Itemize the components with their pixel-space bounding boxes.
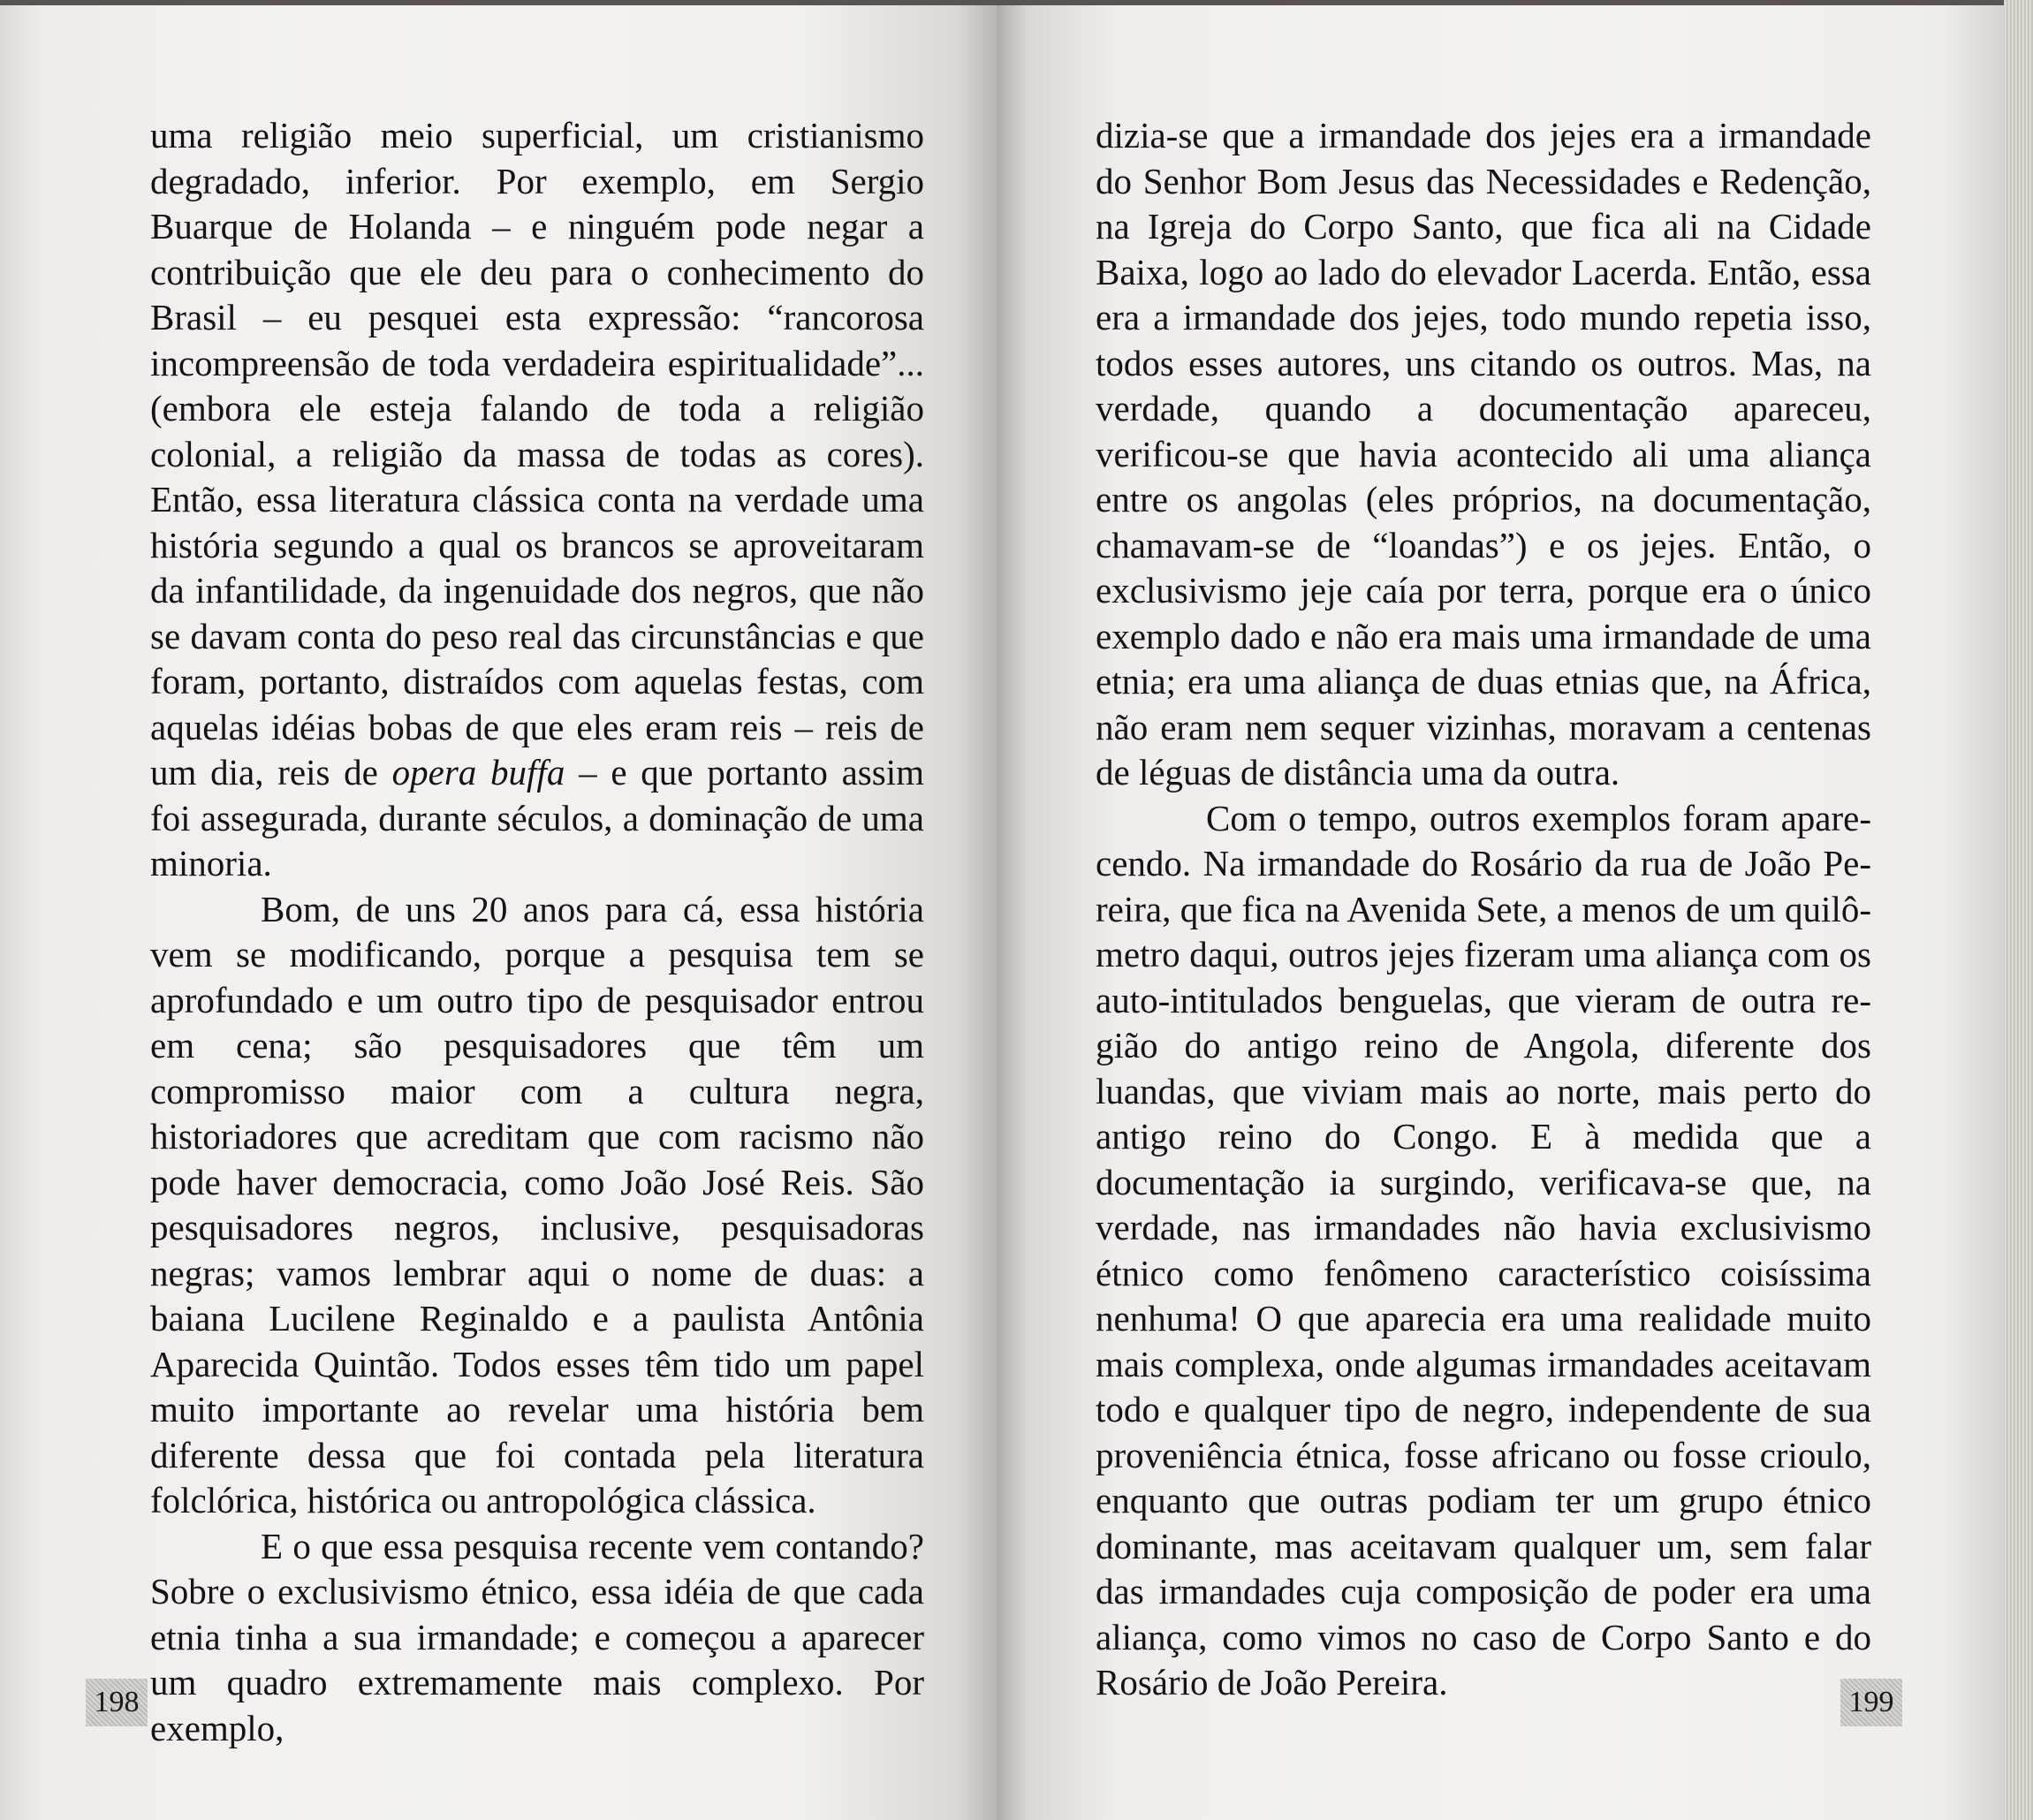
left-paragraph-3: E o que essa pesquisa recente vem contando? Sobre o exclusivismo étnico, essa idéia de que cada etnia tinha a sua irmandade; e começou a aparecer um quadro extremamente mais complexo. Por exemplo, [150,1525,924,1748]
left-paragraph-1 [150,113,924,887]
right-paragraph-2: Com o tempo, outros exemplos foram aparecendo. Na irmandade do Rosário da rua de João Pereira, que fica na Avenida Sete, a menos de um quilômetro daqui, outros jejes fizeram uma aliança com os auto-intitulados benguelas, que vieram de outra região do antigo reino de Angola, diferente dos luandas, que viviam mais ao norte, mais perto do antigo reino do Congo. E à medida que a documentação ia surgindo, verificava-se que, na verdade, nas irmandades não havia exclusivismo étnico como fenômeno característico coisíssima nenhuma! O que aparecia era uma realidade muito mais complexa, onde algumas irmandades aceitavam todo e qualquer tipo de negro, independente de sua proveniência étnica, fosse africano ou fosse crioulo, enquanto que outras podiam ter um grupo étnico dominante, mas aceitavam qualquer um, sem falar das irmandades cuja composição de poder era uma aliança, como vimos no caso de Corpo Santo e do Rosário de João Pereira. [1096,797,1871,1702]
left-paragraph-1-text: uma religião meio superficial, um cristianismo degradado, inferior. Por exemplo, em Sergio Buarque de Holanda – e ninguém pode negar a contribuição que ele deu para o conhecimento do Brasil – eu pesquei esta expressão: “rancorosa incompreensão de toda verdadeira espiritualidade”... (embora ele esteja falando de toda a religião colonial, a religião da massa de todas as cores). Então, essa literatura clássica conta na verdade uma história segundo a qual os brancos se aproveitaram da infantilidade, da ingenuidade dos negros, que não se davam conta do peso real das circunstâncias e que foram, portanto, distraídos com aquelas festas, com aquelas idéias bobas de que eles eram reis – reis de um dia, reis de [150,115,924,792]
page-number-right: 199 [1840,1679,1902,1726]
right-page [997,0,2004,1820]
left-paragraph-2: Bom, de uns 20 anos para cá, essa história vem se modificando, porque a pesquisa tem se aprofundado e um outro tipo de pesquisador entrou em cena; são pesquisadores que têm um compromisso maior com a cultura negra, historiadores que acreditam que com racismo não pode haver democracia, como João José Reis. São pesquisadores negros, inclusive, pesquisadoras negras; vamos lembrar aqui o nome de duas: a baiana Lucilene Reginaldo e a paulista Antônia Aparecida Quintão. Todos esses têm tido um papel muito importante ao revelar uma história bem diferente dessa que foi contada pela literatura folclórica, histórica ou antropológica clássica. [150,888,924,1520]
page-top-edge [997,0,2004,5]
italic-phrase: opera buffa [391,752,565,792]
left-page [0,0,997,1820]
left-paragraph-1-text-end: – e que portanto assim foi assegurada, durante séculos, a dominação de uma minoria. [150,752,924,883]
book-page-edges [2004,0,2033,1820]
page-top-edge [0,0,997,5]
right-paragraph-1: dizia-se que a irmandade dos jejes era a irmandade do Senhor Bom Jesus das Necessidades e Redenção, na Igreja do Corpo Santo, que fica ali na Cidade Baixa, logo ao lado do elevador Lacerda. Então, essa era a irmandade dos jejes, todo mundo repetia isso, todos esses autores, uns citando os outros. Mas, na verdade, quando a documentação apareceu, verificou-se que havia acontecido ali uma aliança entre os angolas (eles próprios, na documentação, chamavam-se de “loandas”) e os jejes. Então, o exclusivismo jeje caía por terra, porque era o único exemplo dado e não era mais uma irmandade de uma etnia; era uma aliança de duas etnias que, na África, não eram nem sequer vizinhas, moravam a centenas de léguas de distância uma da outra. [1096,115,1871,792]
right-page-text [1096,113,1871,1706]
page-number-left: 198 [86,1679,148,1726]
left-page-text [150,113,924,1751]
